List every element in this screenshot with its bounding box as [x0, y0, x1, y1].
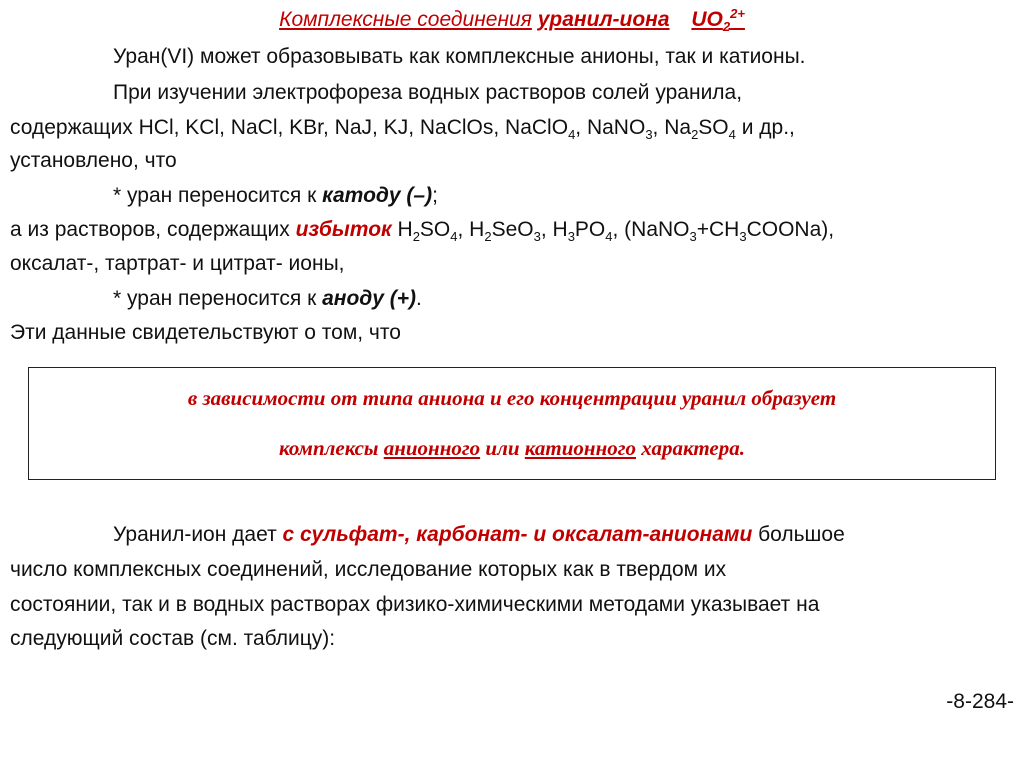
conclusion-box [28, 367, 996, 480]
cathode-highlight: катоду (–) [322, 184, 433, 207]
para3-line2: число комплексных соединений, исследование которых как в твердом их [10, 558, 727, 581]
slide-title [0, 6, 1024, 34]
para3-line4: следующий состав (см. таблицу): [10, 627, 336, 650]
para2-line1: а из растворов, содержащих избыток $H_2SO_4$, $H_2SeO_3$, $H_3PO_4$, $(NaNO_3+CH_3COONa)$, [10, 218, 835, 245]
cationic-word: катионного [524, 436, 636, 460]
excess-highlight: избыток [295, 218, 392, 241]
para1-line2: При изучении электрофореза водных растворов солей уранила, [113, 81, 743, 104]
box-line1: в зависимости от типа аниона и его концентрации уранил образует [187, 386, 837, 410]
title-part1: Комплексные соединения [279, 8, 532, 31]
bullet-cathode: * уран переносится к катоду (–); [113, 184, 438, 207]
para3-line1: Уранил-ион дает с сульфат-, карбонат- и оксалат-анионами большое [113, 523, 845, 546]
anode-highlight: аноду (+) [322, 287, 417, 310]
anions-highlight: с сульфат-, карбонат- и оксалат-анионами [282, 523, 753, 546]
para1-line1: Уран(VI) может образовывать как комплексные анионы, так и катионы. [113, 45, 806, 68]
anionic-word: анионного [383, 436, 481, 460]
title-part2: уранил-иона [537, 8, 670, 31]
para1-line4: установлено, что [10, 149, 177, 172]
para1-line3: содержащих HCl, KCl, NaCl, KBr, NaJ, KJ, NaClOs, NaClO$_4$, NaNO$_3$, $Na_2SO_4$ и др., [10, 116, 795, 143]
conclusion-intro: Эти данные свидетельствуют о том, что [10, 321, 401, 344]
page-number: -8-284- [946, 690, 1014, 713]
bullet-anode: * уран переносится к аноду (+). [113, 287, 422, 310]
box-line2: комплексы анионного или катионного характера. [279, 436, 745, 460]
title-formula: $UO_2^{2+}$ [691, 6, 745, 35]
para2-line2: оксалат-, тартрат- и цитрат- ионы, [10, 252, 345, 275]
para3-line3: состоянии, так и в водных растворах физико-химическими методами указывает на [10, 593, 820, 616]
